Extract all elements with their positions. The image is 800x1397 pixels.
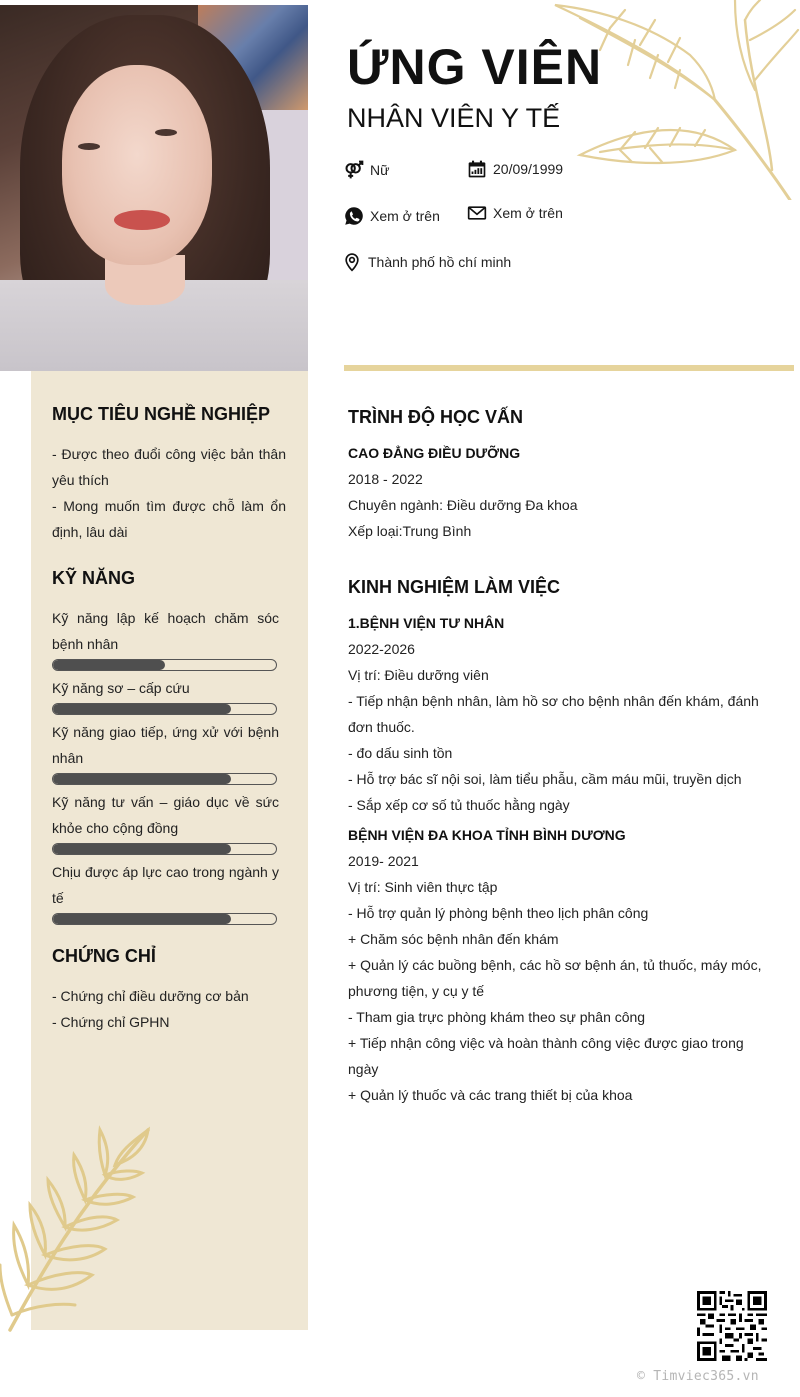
job-entry: [348, 610, 768, 818]
skills-section: [52, 568, 286, 929]
phone-value: Xem ở trên: [370, 208, 440, 224]
education-school: CAO ĐẲNG ĐIỀU DƯỠNG: [348, 445, 521, 461]
skill-bar: [52, 913, 277, 925]
skill-item: [52, 675, 286, 715]
job-period: 2022-2026: [348, 641, 415, 657]
skill-item: [52, 789, 286, 855]
address-value: Thành phố hồ chí minh: [368, 254, 512, 270]
leaf-decoration-icon: [0, 1115, 160, 1335]
job-company: BỆNH VIỆN ĐA KHOA TỈNH BÌNH DƯƠNG: [348, 827, 626, 843]
skill-bar: [52, 659, 277, 671]
job-task: + Quản lý thuốc và các trang thiết bị của khoa: [348, 1087, 633, 1103]
job-task: - Hỗ trợ quản lý phòng bệnh theo lịch phân công: [348, 905, 649, 921]
skill-label: Chịu được áp lực cao trong ngành y tế: [52, 864, 279, 906]
skill-label: Kỹ năng sơ – cấp cứu: [52, 680, 190, 696]
skill-bar-fill: [53, 660, 165, 670]
birthday-info: [467, 159, 563, 179]
skill-bar-fill: [53, 774, 231, 784]
job-position: Vị trí: Điều dưỡng viên: [348, 667, 489, 683]
calendar-icon: [467, 159, 487, 179]
photo-eye: [78, 143, 100, 150]
skill-bar-fill: [53, 914, 231, 924]
skill-label: Kỹ năng tư vấn – giáo dục về sức khỏe cho cộng đồng: [52, 794, 279, 836]
gender-icon: [344, 160, 364, 180]
objective-title: MỤC TIÊU NGHỀ NGHIỆP: [52, 404, 271, 424]
education-major: Chuyên ngành: Điều dưỡng Đa khoa: [348, 497, 578, 513]
skill-bar-fill: [53, 844, 231, 854]
skill-bar-fill: [53, 704, 231, 714]
email-info: [467, 203, 563, 223]
gender-value: Nữ: [370, 162, 390, 178]
experience-section: [348, 577, 768, 1108]
job-position: Vị trí: Sinh viên thực tập: [348, 879, 498, 895]
job-task: + Tiếp nhận công việc và hoàn thành công việc được giao trong ngày: [348, 1035, 744, 1077]
skill-bar: [52, 703, 277, 715]
gender-info: [344, 160, 389, 180]
header-divider: [344, 365, 794, 371]
job-entry: [348, 822, 768, 1108]
skill-label: Kỹ năng giao tiếp, ứng xử với bệnh nhân: [52, 724, 279, 766]
certificates-section: [52, 946, 286, 1035]
qr-code-icon: [697, 1291, 767, 1361]
photo-lips: [114, 210, 170, 230]
education-section: [348, 407, 768, 544]
photo-eye: [155, 129, 177, 136]
skills-title: KỸ NĂNG: [52, 568, 136, 588]
job-task: - đo dấu sinh tồn: [348, 745, 453, 761]
candidate-name: ỨNG VIÊN: [347, 39, 603, 95]
job-task: - Tiếp nhận bệnh nhân, làm hồ sơ cho bệnh nhân đến khám, đánh đơn thuốc.: [348, 693, 759, 735]
experience-title: KINH NGHIỆM LÀM VIỆC: [348, 577, 561, 597]
email-icon: [467, 203, 487, 223]
copyright-text: © Timviec365.vn: [637, 1369, 759, 1384]
skill-item: [52, 859, 286, 925]
job-task: + Chăm sóc bệnh nhân đến khám: [348, 931, 559, 947]
job-task: - Tham gia trực phòng khám theo sự phân công: [348, 1009, 646, 1025]
phone-icon: [344, 206, 364, 226]
job-task: + Quản lý các buồng bệnh, các hồ sơ bệnh án, tủ thuốc, máy móc, phương tiện, y cụ y tế: [348, 957, 762, 999]
photo-face: [62, 65, 212, 265]
skill-item: [52, 605, 286, 671]
job-task: - Sắp xếp cơ số tủ thuốc hằng ngày: [348, 797, 570, 813]
certificate-item: - Chứng chỉ điều dưỡng cơ bản: [52, 988, 249, 1004]
job-title: NHÂN VIÊN Y TẾ: [347, 103, 561, 133]
objective-line: - Mong muốn tìm được chỗ làm ổn định, lâu dài: [52, 498, 286, 540]
address-info: [342, 252, 511, 272]
skill-label: Kỹ năng lập kế hoạch chăm sóc bệnh nhân: [52, 610, 279, 652]
phone-info: [344, 206, 440, 226]
skill-bar: [52, 773, 277, 785]
objective-section: [52, 404, 286, 545]
education-grade: Xếp loại:Trung Bình: [348, 523, 472, 539]
profile-photo: [0, 5, 308, 371]
objective-line: - Được theo đuổi công việc bản thân yêu thích: [52, 446, 286, 488]
skill-bar: [52, 843, 277, 855]
certificates-title: CHỨNG CHỈ: [52, 946, 156, 966]
email-value: Xem ở trên: [493, 205, 563, 221]
skill-item: [52, 719, 286, 785]
certificate-item: - Chứng chỉ GPHN: [52, 1014, 170, 1030]
job-company: 1.BỆNH VIỆN TƯ NHÂN: [348, 615, 505, 631]
location-icon: [342, 252, 362, 272]
education-period: 2018 - 2022: [348, 471, 423, 487]
header: [347, 38, 602, 134]
birthday-value: 20/09/1999: [493, 161, 564, 177]
job-task: - Hỗ trợ bác sĩ nội soi, làm tiểu phẫu, cầm máu mũi, truyền dịch: [348, 771, 742, 787]
job-period: 2019- 2021: [348, 853, 419, 869]
education-title: TRÌNH ĐỘ HỌC VẤN: [348, 407, 523, 427]
